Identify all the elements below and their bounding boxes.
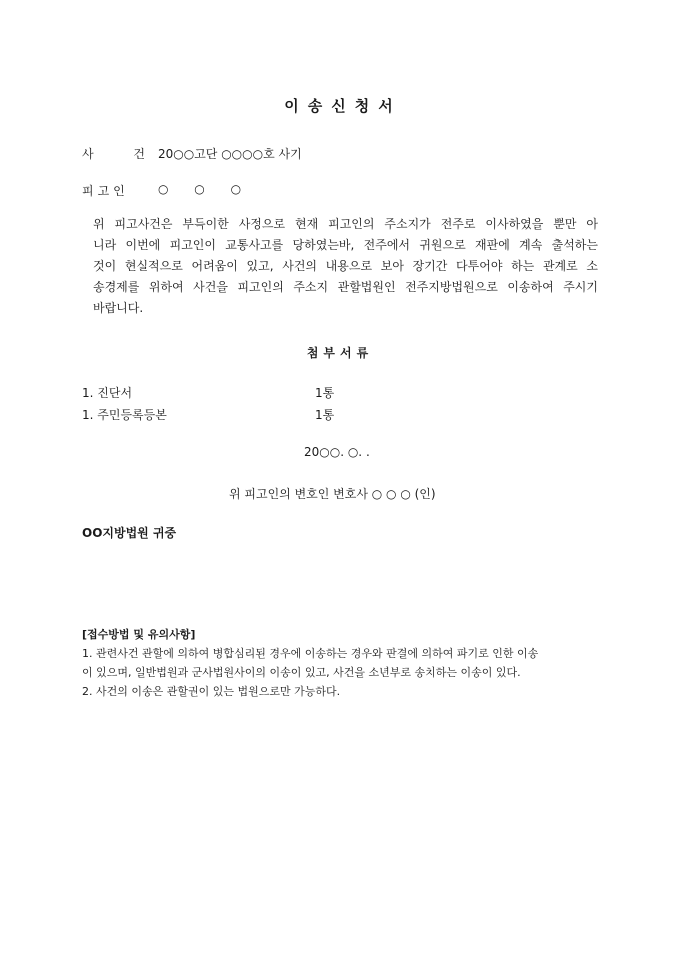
- request-body: [82, 214, 598, 319]
- filing-date: 20○○. ○. .: [304, 445, 370, 459]
- attachment-count: 1통: [315, 408, 335, 422]
- note-line: 이 있으며, 일반법원과 군사법원사이의 이송이 있고, 사건을 소년부로 송치하는 이송이 있다.: [82, 666, 521, 679]
- case-value: 20○○고단 ○○○○호 사기: [158, 147, 302, 161]
- note-line: 1. 관련사건 관할에 의하여 병합심리된 경우에 이송하는 경우와 판결에 의하여 파기로 인한 이송: [82, 647, 539, 660]
- attachment-count: 1통: [315, 386, 335, 400]
- body-line-2: 니라 이번에 피고인이 교통사고를 당하였는바, 전주에서 귀원으로 재판에 계속 출석하는: [93, 238, 598, 252]
- body-line-3: 것이 현실적으로 어려움이 있고, 사건의 내용으로 보아 장기간 다투어야 하는 관계로 소: [93, 259, 598, 273]
- note-item: [82, 682, 602, 701]
- notes-title: [접수방법 및 유의사항]: [82, 628, 196, 641]
- case-label-text: 사 건: [82, 147, 163, 161]
- body-line-4: 송경제를 위하여 사건을 피고인의 주소지 관할법원인 전주지방법원으로 이송하여 주시기: [93, 280, 598, 294]
- case-label: [82, 145, 163, 162]
- signer-line: 위 피고인의 변호인 변호사 ○ ○ ○ (인): [229, 487, 436, 501]
- defendant-label: 피고인: [82, 184, 129, 198]
- note-item: [82, 644, 602, 682]
- note-line: 2. 사건의 이송은 관할권이 있는 법원으로만 가능하다.: [82, 685, 341, 698]
- document-title: 이송신청서: [284, 97, 402, 115]
- notes-list: [82, 644, 602, 701]
- body-line-5: 바랍니다.: [93, 301, 144, 315]
- attachment-name: 1. 주민등록등본: [82, 408, 167, 422]
- attachments-title: 첨부서류: [306, 346, 374, 360]
- body-line-1: 위 피고사건은 부득이한 사정으로 현재 피고인의 주소지가 전주로 이사하였을 뿐만 아: [93, 217, 598, 231]
- attachment-name: 1. 진단서: [82, 386, 133, 400]
- defendant-value: ○ ○ ○: [158, 182, 242, 196]
- court-addressee: OO지방법원 귀중: [82, 526, 177, 540]
